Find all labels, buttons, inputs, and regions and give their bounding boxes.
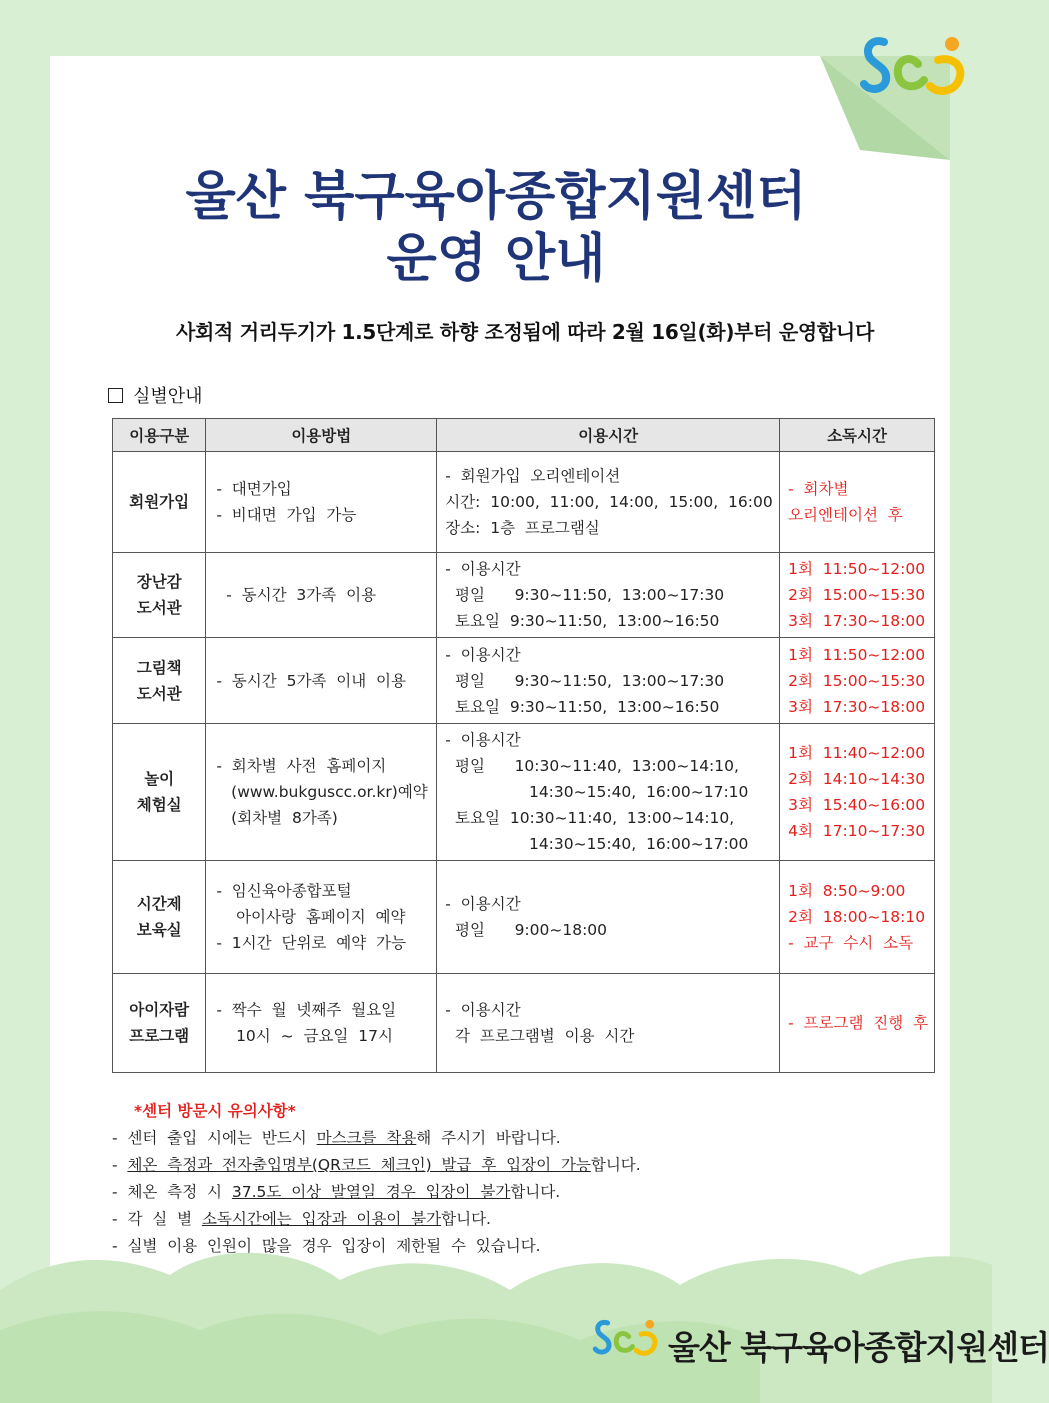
section-heading-text: 실별안내 <box>133 386 203 407</box>
subtitle: 사회적 거리두기가 1.5단계로 하향 조정됨에 따라 2월 16일(화)부터 운영합니다 <box>176 320 874 344</box>
table-row <box>113 974 935 1073</box>
row-category-line: 프로그램 <box>129 1027 190 1045</box>
header-disinfect: 소독시간 <box>780 419 935 452</box>
row-category <box>113 974 206 1073</box>
row-method-line: - 동시간 3가족 이용 <box>216 586 377 604</box>
row-category-line: 시간제 <box>136 895 182 913</box>
header-method: 이용방법 <box>206 419 437 452</box>
notes-section <box>112 1098 641 1260</box>
row-category <box>113 452 206 553</box>
row-time-line: 14:30~15:40, 16:00~17:00 <box>445 835 749 853</box>
row-category-line: 아이자람 <box>129 1001 190 1019</box>
row-method-line: (회차별 8가족) <box>216 809 338 827</box>
note-u: 소독시간에는 입장과 이용이 불가 <box>201 1210 442 1228</box>
section-heading <box>108 382 203 408</box>
note-post: 합니다. <box>590 1156 641 1174</box>
note-pre: - 체온 측정 시 <box>112 1183 232 1201</box>
row-method-line: - 동시간 5가족 이내 이용 <box>216 671 406 690</box>
note-post: 해 주시기 바랍니다. <box>416 1129 561 1147</box>
note-u: 체온 측정과 전자출입명부(QR코드 체크인) 발급 후 입장이 가능 <box>127 1156 591 1174</box>
row-method <box>206 724 437 861</box>
row-disinfect <box>780 553 935 638</box>
note-pre: - 각 실 별 <box>112 1210 202 1228</box>
row-method-line: (www.bukguscc.or.kr)예약 <box>216 783 428 801</box>
row-disinfect <box>780 638 935 724</box>
row-category-line: 도서관 <box>136 684 182 703</box>
notes-title: *센터 방문시 유의사항* <box>134 1102 296 1120</box>
row-method-line: 10시 ~ 금요일 17시 <box>216 1027 393 1045</box>
row-disinfect-line: 2회 14:10~14:30 <box>788 770 926 788</box>
row-disinfect-line: - 교구 수시 소독 <box>788 934 914 952</box>
row-time <box>437 638 780 724</box>
row-category <box>113 553 206 638</box>
row-disinfect-line: 오리엔테이션 후 <box>788 506 903 524</box>
note-item <box>112 1152 641 1179</box>
row-category-line: 회원가입 <box>129 493 190 511</box>
row-disinfect-line: 2회 15:00~15:30 <box>788 671 926 690</box>
row-time-line: 토요일 9:30~11:50, 13:00~16:50 <box>445 697 720 716</box>
row-disinfect <box>780 724 935 861</box>
row-method-line: 아이사랑 홈페이지 예약 <box>216 908 406 926</box>
note-item <box>112 1179 641 1206</box>
note-item <box>112 1233 641 1260</box>
row-disinfect-line: 1회 11:50~12:00 <box>788 560 926 578</box>
note-post: 합니다. <box>510 1183 561 1201</box>
row-time-line: 14:30~15:40, 16:00~17:10 <box>445 783 749 801</box>
note-pre: - <box>112 1156 128 1174</box>
row-time-line: 평일 9:00~18:00 <box>445 921 608 939</box>
row-disinfect-line: - 회차별 <box>788 480 849 498</box>
table-header-row <box>113 419 935 452</box>
header-category: 이용구분 <box>113 419 206 452</box>
row-method-line: - 임신육아종합포털 <box>216 882 352 900</box>
row-method <box>206 553 437 638</box>
header-time: 이용시간 <box>437 419 780 452</box>
row-time-line: - 이용시간 <box>445 560 521 578</box>
note-pre: - 실별 이용 인원이 많을 경우 입장이 제한될 수 있습니다. <box>112 1237 541 1255</box>
row-disinfect-line: - 프로그램 진행 후 <box>788 1014 929 1032</box>
row-disinfect-line: 1회 8:50~9:00 <box>788 882 906 900</box>
row-method-line: - 짝수 월 넷째주 월요일 <box>216 1001 397 1019</box>
row-method <box>206 974 437 1073</box>
row-disinfect-line: 3회 17:30~18:00 <box>788 697 926 716</box>
row-time-line: - 회원가입 오리엔테이션 <box>445 467 621 485</box>
note-item <box>112 1206 641 1233</box>
row-method-line: - 대면가입 <box>216 480 292 498</box>
table-row <box>113 861 935 974</box>
row-time-line: 시간: 10:00, 11:00, 14:00, 15:00, 16:00 <box>445 493 773 511</box>
table-row <box>113 553 935 638</box>
row-category <box>113 861 206 974</box>
row-time-line: 장소: 1층 프로그램실 <box>445 519 600 537</box>
row-category-line: 체험실 <box>136 796 182 814</box>
row-category <box>113 638 206 724</box>
row-time-line: - 이용시간 <box>445 895 521 913</box>
row-method-line: - 1시간 단위로 예약 가능 <box>216 934 406 952</box>
row-time-line: 각 프로그램별 이용 시간 <box>445 1027 635 1045</box>
row-category-line: 보육실 <box>136 921 182 939</box>
title-line2: 운영 안내 <box>386 229 606 289</box>
row-time <box>437 861 780 974</box>
row-time-line: - 이용시간 <box>445 731 521 749</box>
footer-org-name: 울산 북구육아종합지원센터 <box>668 1328 1049 1367</box>
note-post: 합니다. <box>441 1210 491 1228</box>
row-time-line: 토요일 10:30~11:40, 13:00~14:10, <box>445 809 735 827</box>
row-time-line: 평일 9:30~11:50, 13:00~17:30 <box>445 671 725 690</box>
row-method <box>206 861 437 974</box>
row-time-line: - 이용시간 <box>445 1001 521 1019</box>
row-disinfect-line: 2회 15:00~15:30 <box>788 586 926 604</box>
table-row <box>113 452 935 553</box>
row-time-line: 토요일 9:30~11:50, 13:00~16:50 <box>445 612 720 630</box>
row-method-line: - 비대면 가입 가능 <box>216 506 357 524</box>
row-time-line: - 이용시간 <box>445 645 521 664</box>
row-time <box>437 724 780 861</box>
row-category <box>113 724 206 861</box>
row-time <box>437 974 780 1073</box>
table-row <box>113 638 935 724</box>
schedule-table <box>112 418 935 1073</box>
row-disinfect-line: 4회 17:10~17:30 <box>788 822 926 840</box>
row-disinfect <box>780 452 935 553</box>
row-time <box>437 553 780 638</box>
row-disinfect-line: 1회 11:50~12:00 <box>788 645 926 664</box>
row-method <box>206 452 437 553</box>
table-row <box>113 724 935 861</box>
row-disinfect <box>780 861 935 974</box>
note-u: 37.5도 이상 발열일 경우 입장이 불가 <box>231 1183 511 1201</box>
row-time <box>437 452 780 553</box>
row-category-line: 도서관 <box>136 599 182 617</box>
row-category-line: 장난감 <box>136 573 182 591</box>
note-u: 마스크를 착용 <box>316 1129 417 1147</box>
row-disinfect-line: 3회 15:40~16:00 <box>788 796 926 814</box>
row-category-line: 놀이 <box>144 770 175 788</box>
row-time-line: 평일 10:30~11:40, 13:00~14:10, <box>445 757 739 775</box>
row-method-line: - 회차별 사전 홈페이지 <box>216 757 387 775</box>
title-line1: 울산 북구육아종합지원센터 <box>185 167 807 227</box>
row-method <box>206 638 437 724</box>
note-pre: - 센터 출입 시에는 반드시 <box>112 1129 317 1147</box>
row-disinfect <box>780 974 935 1073</box>
row-disinfect-line: 2회 18:00~18:10 <box>788 908 926 926</box>
checkbox-square-icon <box>108 388 123 403</box>
row-disinfect-line: 1회 11:40~12:00 <box>788 744 926 762</box>
row-time-line: 평일 9:30~11:50, 13:00~17:30 <box>445 586 725 604</box>
row-disinfect-line: 3회 17:30~18:00 <box>788 612 926 630</box>
row-category-line: 그림책 <box>136 658 182 677</box>
note-item <box>112 1125 641 1152</box>
